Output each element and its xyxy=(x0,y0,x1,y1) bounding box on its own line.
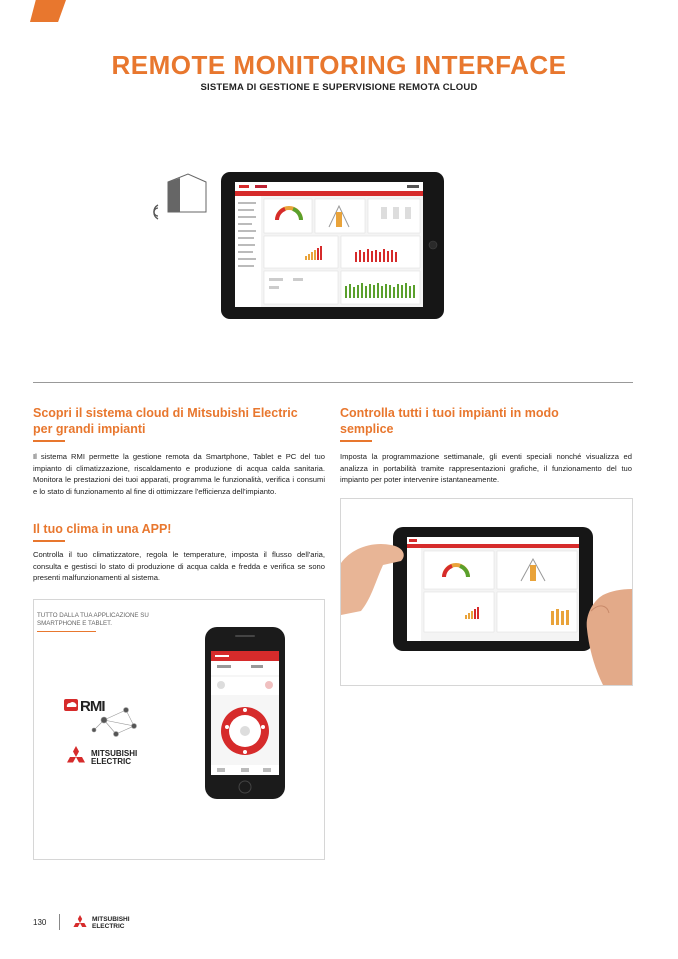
section1-heading-rule xyxy=(33,440,65,442)
app-box xyxy=(33,599,325,860)
section2-body: Imposta la programmazione settimanale, gli eventi speciali nonché visualizza ed analizza in portabilità tramite rappresentazioni grafiche, il funzionamento del tuo impianto per poter intervenire istantaneamente. xyxy=(340,452,632,485)
page-subtitle: SISTEMA DI GESTIONE E SUPERVISIONE REMOTA CLOUD xyxy=(200,82,478,93)
footer-brand-line1: MITSUBISHI xyxy=(92,916,130,923)
app-box-caption xyxy=(37,612,149,628)
section2-heading-line1: Controlla tutti i tuoi impianti in modo xyxy=(340,406,559,420)
page-title: REMOTE MONITORING INTERFACE xyxy=(111,50,567,80)
section2-heading xyxy=(340,405,640,437)
app-box-brand-line2: ELECTRIC xyxy=(91,757,131,766)
house-icon xyxy=(150,170,210,220)
wifi-signal-icon xyxy=(154,205,158,219)
app-box-caption-line1: TUTTO DALLA TUA APPLICAZIONE SU xyxy=(37,612,149,619)
section-divider xyxy=(33,382,633,383)
section3-heading-rule xyxy=(33,540,65,542)
corner-accent xyxy=(30,0,66,22)
tablet-photo-box xyxy=(340,498,633,686)
app-box-caption-rule xyxy=(37,631,96,632)
rmi-logo xyxy=(64,696,144,736)
footer-mitsubishi-logo-icon xyxy=(71,915,89,931)
app-box-caption-line2: SMARTPHONE E TABLET. xyxy=(37,620,112,627)
section1-heading-line2: per grandi impianti xyxy=(33,422,146,436)
app-box-brand-line1: MITSUBISHI xyxy=(91,749,138,758)
section2-heading-rule xyxy=(340,440,372,442)
rmi-logo-text: RMI xyxy=(80,698,105,715)
tablet-illustration xyxy=(221,172,444,319)
section1-heading xyxy=(33,405,333,437)
footer-separator xyxy=(59,914,60,930)
section1-heading-line1: Scopri il sistema cloud di Mitsubishi Electric xyxy=(33,406,298,420)
page-number: 130 xyxy=(33,918,47,927)
smartphone-illustration xyxy=(205,627,285,799)
footer-brand-line2: ELECTRIC xyxy=(92,923,125,930)
section3-body: Controlla il tuo climatizzatore, regola le temperature, imposta il flusso dell'aria, consulta e gestisci lo stato di produzione di acqua calda e fredda e verifica se sono presenti malfunzionamenti al sistema. xyxy=(33,550,325,583)
section3-heading: Il tuo clima in una APP! xyxy=(33,522,172,536)
mitsubishi-logo-icon xyxy=(64,746,88,768)
footer-brand xyxy=(92,916,130,930)
app-box-brand xyxy=(91,750,137,766)
section1-body: Il sistema RMI permette la gestione remota da Smartphone, Tablet e PC del tuo impianto di climatizzazione, riscaldamento e produzione di acqua calda sanitaria. Monitora le prestazioni dei tuoi apparati, programma le funzionalità, verifica i consumi e lo stato di funzionamento al fine di ottimizzare l'efficienza dell'impianto. xyxy=(33,452,325,496)
section2-heading-line2: semplice xyxy=(340,422,394,436)
